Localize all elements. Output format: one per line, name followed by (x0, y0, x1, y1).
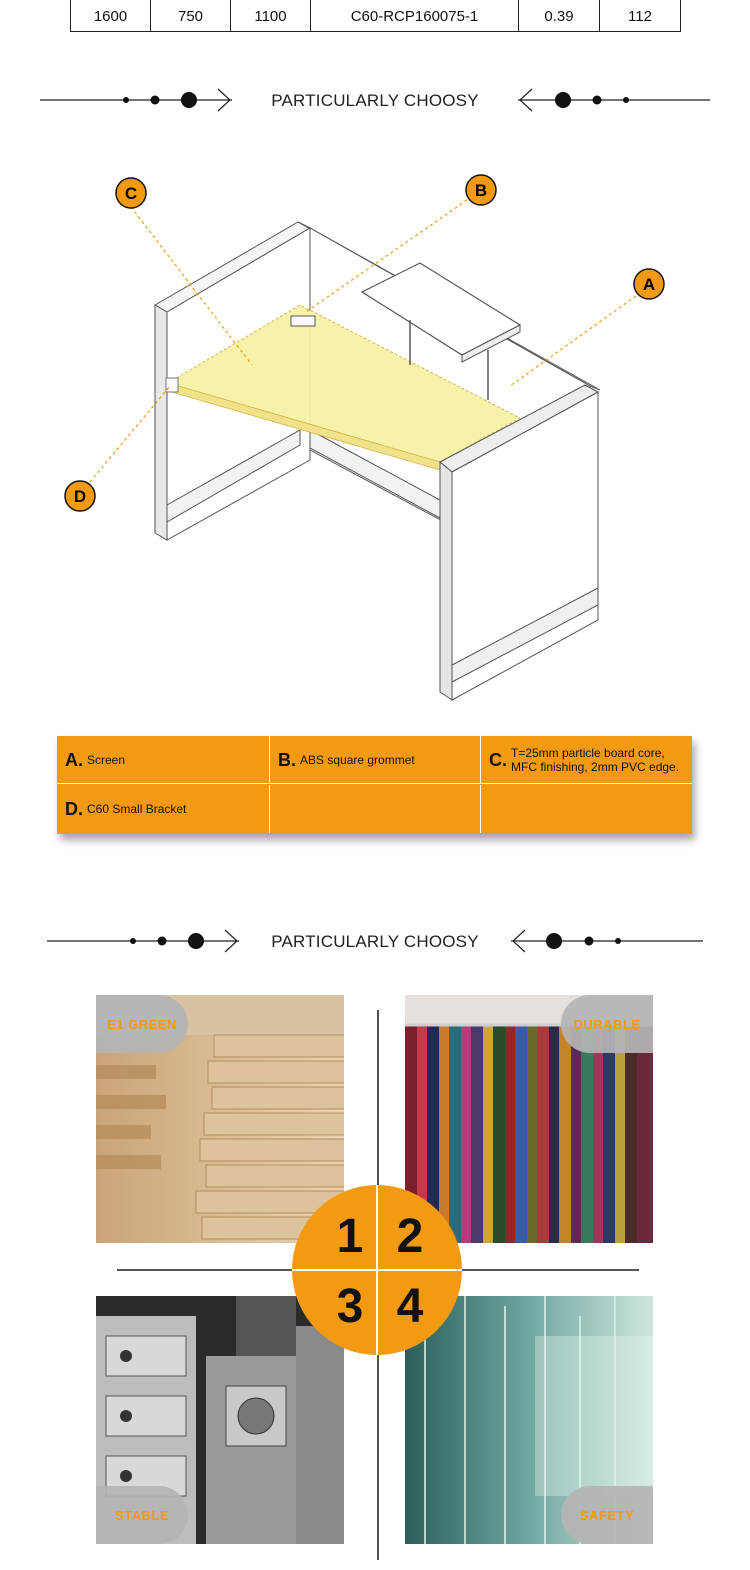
feature-number-4: 4 (396, 1280, 424, 1333)
legend-item-screen: A. Screen (65, 749, 126, 770)
feature-number-badge (292, 1185, 462, 1355)
spec-table (70, 0, 681, 32)
marker-c (116, 178, 146, 208)
legend-row (57, 785, 692, 833)
spec-cell-model: C60-RCP160075-1 (311, 0, 519, 32)
svg-text:B: B (474, 181, 488, 200)
section-header (0, 927, 750, 957)
spec-cell-volume: 0.39 (519, 0, 600, 32)
legend-item-board: C. T=25mm particle board core, MFC finishing, 2mm PVC edge. (480, 736, 692, 784)
legend-empty-cell (480, 785, 692, 833)
svg-text:A: A (642, 275, 656, 294)
feature-number-1: 1 (336, 1210, 364, 1263)
feature-safety (405, 1296, 653, 1544)
legend-item-bracket: D. C60 Small Bracket (65, 798, 187, 819)
feature-stable (96, 1296, 344, 1544)
legend-board-line1: T=25mm particle board core, (511, 746, 665, 760)
feature-number-3: 3 (336, 1280, 364, 1333)
section-title: PARTICULARLY CHOOSY (271, 932, 479, 951)
legend-item-grommet: B. ABS square grommet (269, 736, 480, 784)
legend-row (57, 736, 692, 784)
feature-number-2: 2 (396, 1210, 424, 1263)
feature-label-stable: STABLE (96, 1486, 188, 1544)
legend-empty-cell (269, 785, 480, 833)
parts-legend (57, 736, 692, 834)
spec-cell-width: 1600 (71, 0, 151, 32)
spec-cell-depth: 750 (151, 0, 231, 32)
svg-text:C: C (124, 184, 138, 203)
feature-durable (405, 995, 653, 1243)
spec-cell-weight: 112 (600, 0, 681, 32)
legend-board-line2: MFC finishing, 2mm PVC edge. (511, 760, 680, 774)
workstation-diagram (0, 160, 750, 720)
section-title: PARTICULARLY CHOOSY (271, 91, 479, 110)
spec-cell-height: 1100 (231, 0, 311, 32)
marker-a (634, 269, 664, 299)
feature-label-durable: DURABLE (561, 995, 653, 1053)
marker-b (466, 175, 496, 205)
feature-label-safety: SAFETY (561, 1486, 653, 1544)
svg-text:D: D (73, 487, 87, 506)
table-row (71, 0, 681, 32)
feature-label-e1-green: E1 GREEN (96, 995, 188, 1053)
marker-d (65, 481, 95, 511)
badge-cross-line (292, 1269, 462, 1271)
section-header (0, 86, 750, 116)
feature-e1-green (96, 995, 344, 1243)
